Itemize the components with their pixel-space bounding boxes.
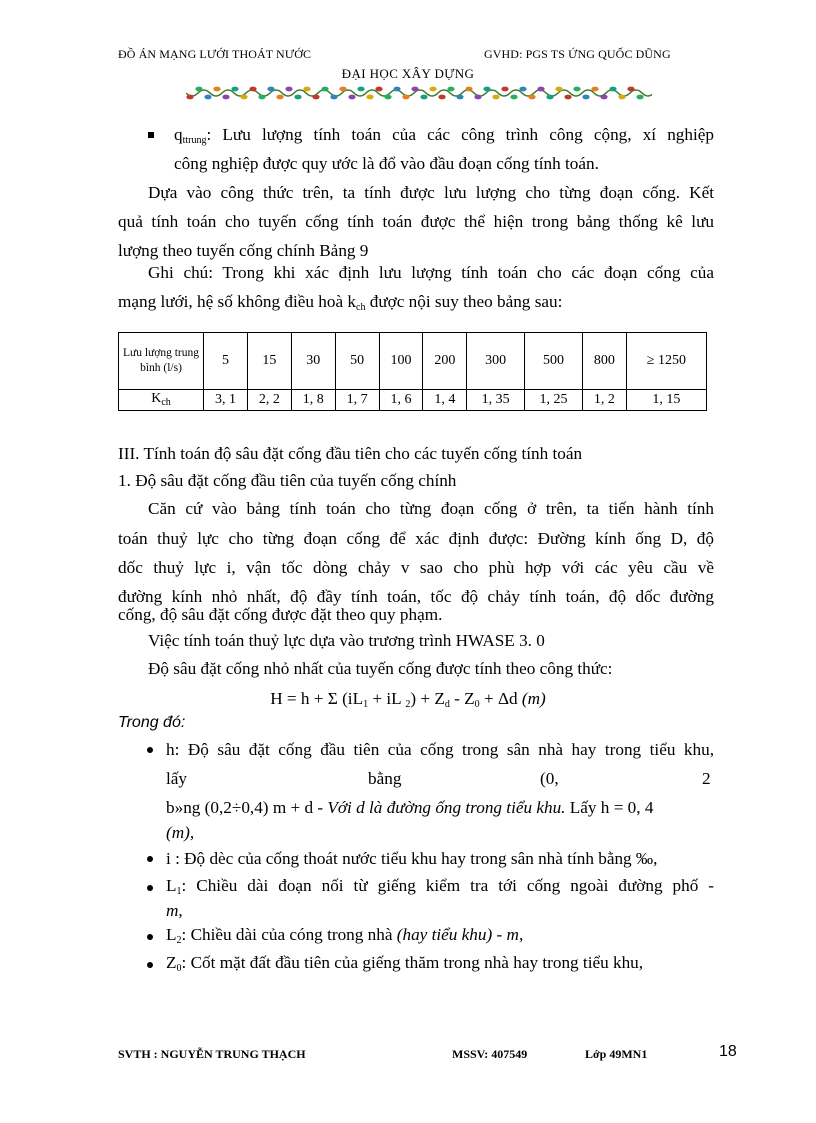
square-bullet-icon [148, 132, 154, 138]
footer-student-id: MSSV: 407549 [452, 1047, 528, 1061]
bullet-h-line3: b»ng (0,2÷0,4) m + d - Với d là đường ống trong tiểu khu. Lấy h = 0, 4 [166, 798, 654, 817]
kch-coefficient-table [118, 332, 707, 411]
bullet-i-line: i : Độ dèc của cống thoát nước tiểu khu hay trong sân nhà tính bằng ‰, [166, 849, 658, 868]
paragraph-2-line3: dốc thuỷ lực i, vận tốc dòng chảy v sao cho phù hợp với các yêu cầu về [118, 558, 714, 577]
bullet-dot-icon [147, 885, 153, 891]
bullet-h-line2-a: lấy [166, 769, 187, 788]
paragraph-2-line5: cống, độ sâu đặt cống được đặt theo quy phạm. [118, 605, 443, 624]
bullet-L1-line2: m, [166, 901, 183, 920]
note-line2: mạng lưới, hệ số không điều hoà $k_{ch}$ được nội suy theo bảng sau: [118, 292, 563, 313]
table-cell-flow: 5 [204, 333, 248, 390]
bullet-dot-icon [147, 934, 153, 940]
table-cell-kch: 1, 25 [525, 390, 583, 411]
bullet-h-line4: (m), [166, 823, 195, 842]
bullet-dot-icon [147, 856, 153, 862]
header-left: ĐỒ ÁN MẠNG LƯỚI THOÁT NƯỚC [118, 47, 312, 61]
table-row-kch [119, 390, 707, 411]
table-cell-flow: 300 [467, 333, 525, 390]
table-cell-flow: 15 [247, 333, 291, 390]
bullet-dot-icon [147, 962, 153, 968]
bullet-L1-line1: $L_1$: Chiều dài đoạn nối từ giếng kiểm tra tới cống ngoài đường phố - [166, 876, 714, 897]
table-cell-kch: 2, 2 [247, 390, 291, 411]
table-cell-flow: 500 [525, 333, 583, 390]
table-cell-flow: 200 [423, 333, 467, 390]
note-line1: Ghi chú: Trong khi xác định lưu lượng tính toán cho các đoạn cống của [148, 263, 714, 282]
table-head-kch-label: $K_{ch}$ [119, 390, 204, 411]
bullet-h-line2-d: 2 [702, 769, 711, 788]
paragraph-4: Độ sâu đặt cống nhỏ nhất của tuyến cống được tính theo công thức: [148, 659, 613, 678]
table-cell-kch: 1, 7 [335, 390, 379, 411]
table-cell-kch: 1, 35 [467, 390, 525, 411]
footer-student: SVTH : NGUYỄN TRUNG THẠCH [118, 1047, 306, 1061]
paragraph-2-line4: đường kính nhỏ nhất, độ đầy tính toán, tốc độ chảy tính toán, độ dốc đường [118, 587, 714, 606]
depth-formula: H = h + Σ ($iL_1$ + iL $_2) + Z_d - Z_0 + \Delta d$ (m) [270, 689, 546, 710]
table-cell-kch: 1, 8 [291, 390, 335, 411]
bullet-h-line2-b: bằng [368, 769, 402, 788]
q-definition-line2: công nghiệp được quy ước là đổ vào đầu đoạn cống tính toán. [174, 154, 599, 173]
table-cell-flow: 50 [335, 333, 379, 390]
bullet-dot-icon [147, 747, 153, 753]
where-label: Trong đó: [118, 714, 186, 731]
table-cell-flow: 800 [582, 333, 626, 390]
paragraph-3: Việc tính toán thuỷ lực dựa vào trương trình HWASE 3. 0 [148, 631, 545, 650]
table-cell-kch: 1, 4 [423, 390, 467, 411]
table-cell-flow: ≥ 1250 [626, 333, 706, 390]
paragraph-1-line3: lượng theo tuyến cống chính Bảng 9 [118, 241, 369, 260]
header-right: GVHD: PGS TS ỨNG QUỐC DŨNG [484, 47, 671, 61]
paragraph-2-line1: Căn cứ vào bảng tính toán cho từng đoạn cống ở trên, ta tiến hành tính [148, 499, 714, 518]
table-cell-kch: 1, 6 [379, 390, 423, 411]
subsection-title: 1. Độ sâu đặt cống đầu tiên của tuyến cống chính [118, 471, 457, 490]
page-number: 18 [719, 1043, 737, 1060]
header-center: ĐẠI HỌC XÂY DỰNG [341, 66, 475, 81]
section-title: III. Tính toán độ sâu đặt cống đầu tiên cho các tuyến cống tính toán [118, 444, 583, 463]
bullet-Z0-line: $Z_0$: Cốt mặt đất đầu tiên của giếng thăm trong nhà hay trong tiểu khu, [166, 953, 644, 974]
paragraph-2-line2: toán thuỷ lực cho từng đoạn cống để xác định được: Đường kính ống D, độ [118, 529, 714, 548]
table-cell-kch: 3, 1 [204, 390, 248, 411]
bullet-L2-line: $L_2$: Chiều dài của cóng trong nhà (hay tiểu khu) - m, [166, 925, 524, 946]
paragraph-1-line2: quả tính toán cho tuyến cống tính toán được thể hiện trong bảng thống kê lưu [118, 212, 714, 231]
paragraph-1-line1: Dựa vào công thức trên, ta tính được lưu lượng cho từng đoạn cống. Kết [148, 183, 714, 202]
bullet-h-line2-c: (0, [540, 769, 559, 788]
table-cell-flow: 100 [379, 333, 423, 390]
q-definition-line1: $q_{ttrung}$: Lưu lượng tính toán của các công trình công cộng, xí nghiệp [174, 125, 714, 146]
table-cell-kch: 1, 15 [626, 390, 706, 411]
table-row-flows [119, 333, 707, 390]
decorative-vine-border [186, 84, 652, 102]
table-cell-flow: 30 [291, 333, 335, 390]
table-cell-kch: 1, 2 [582, 390, 626, 411]
table-head-flow-label: Lưu lượng trung bình (l/s) [119, 333, 204, 390]
bullet-h-line1: h: Độ sâu đặt cống đầu tiên của cống trong sân nhà hay trong tiểu khu, [166, 740, 714, 759]
footer-class: Lớp 49MN1 [585, 1047, 648, 1061]
